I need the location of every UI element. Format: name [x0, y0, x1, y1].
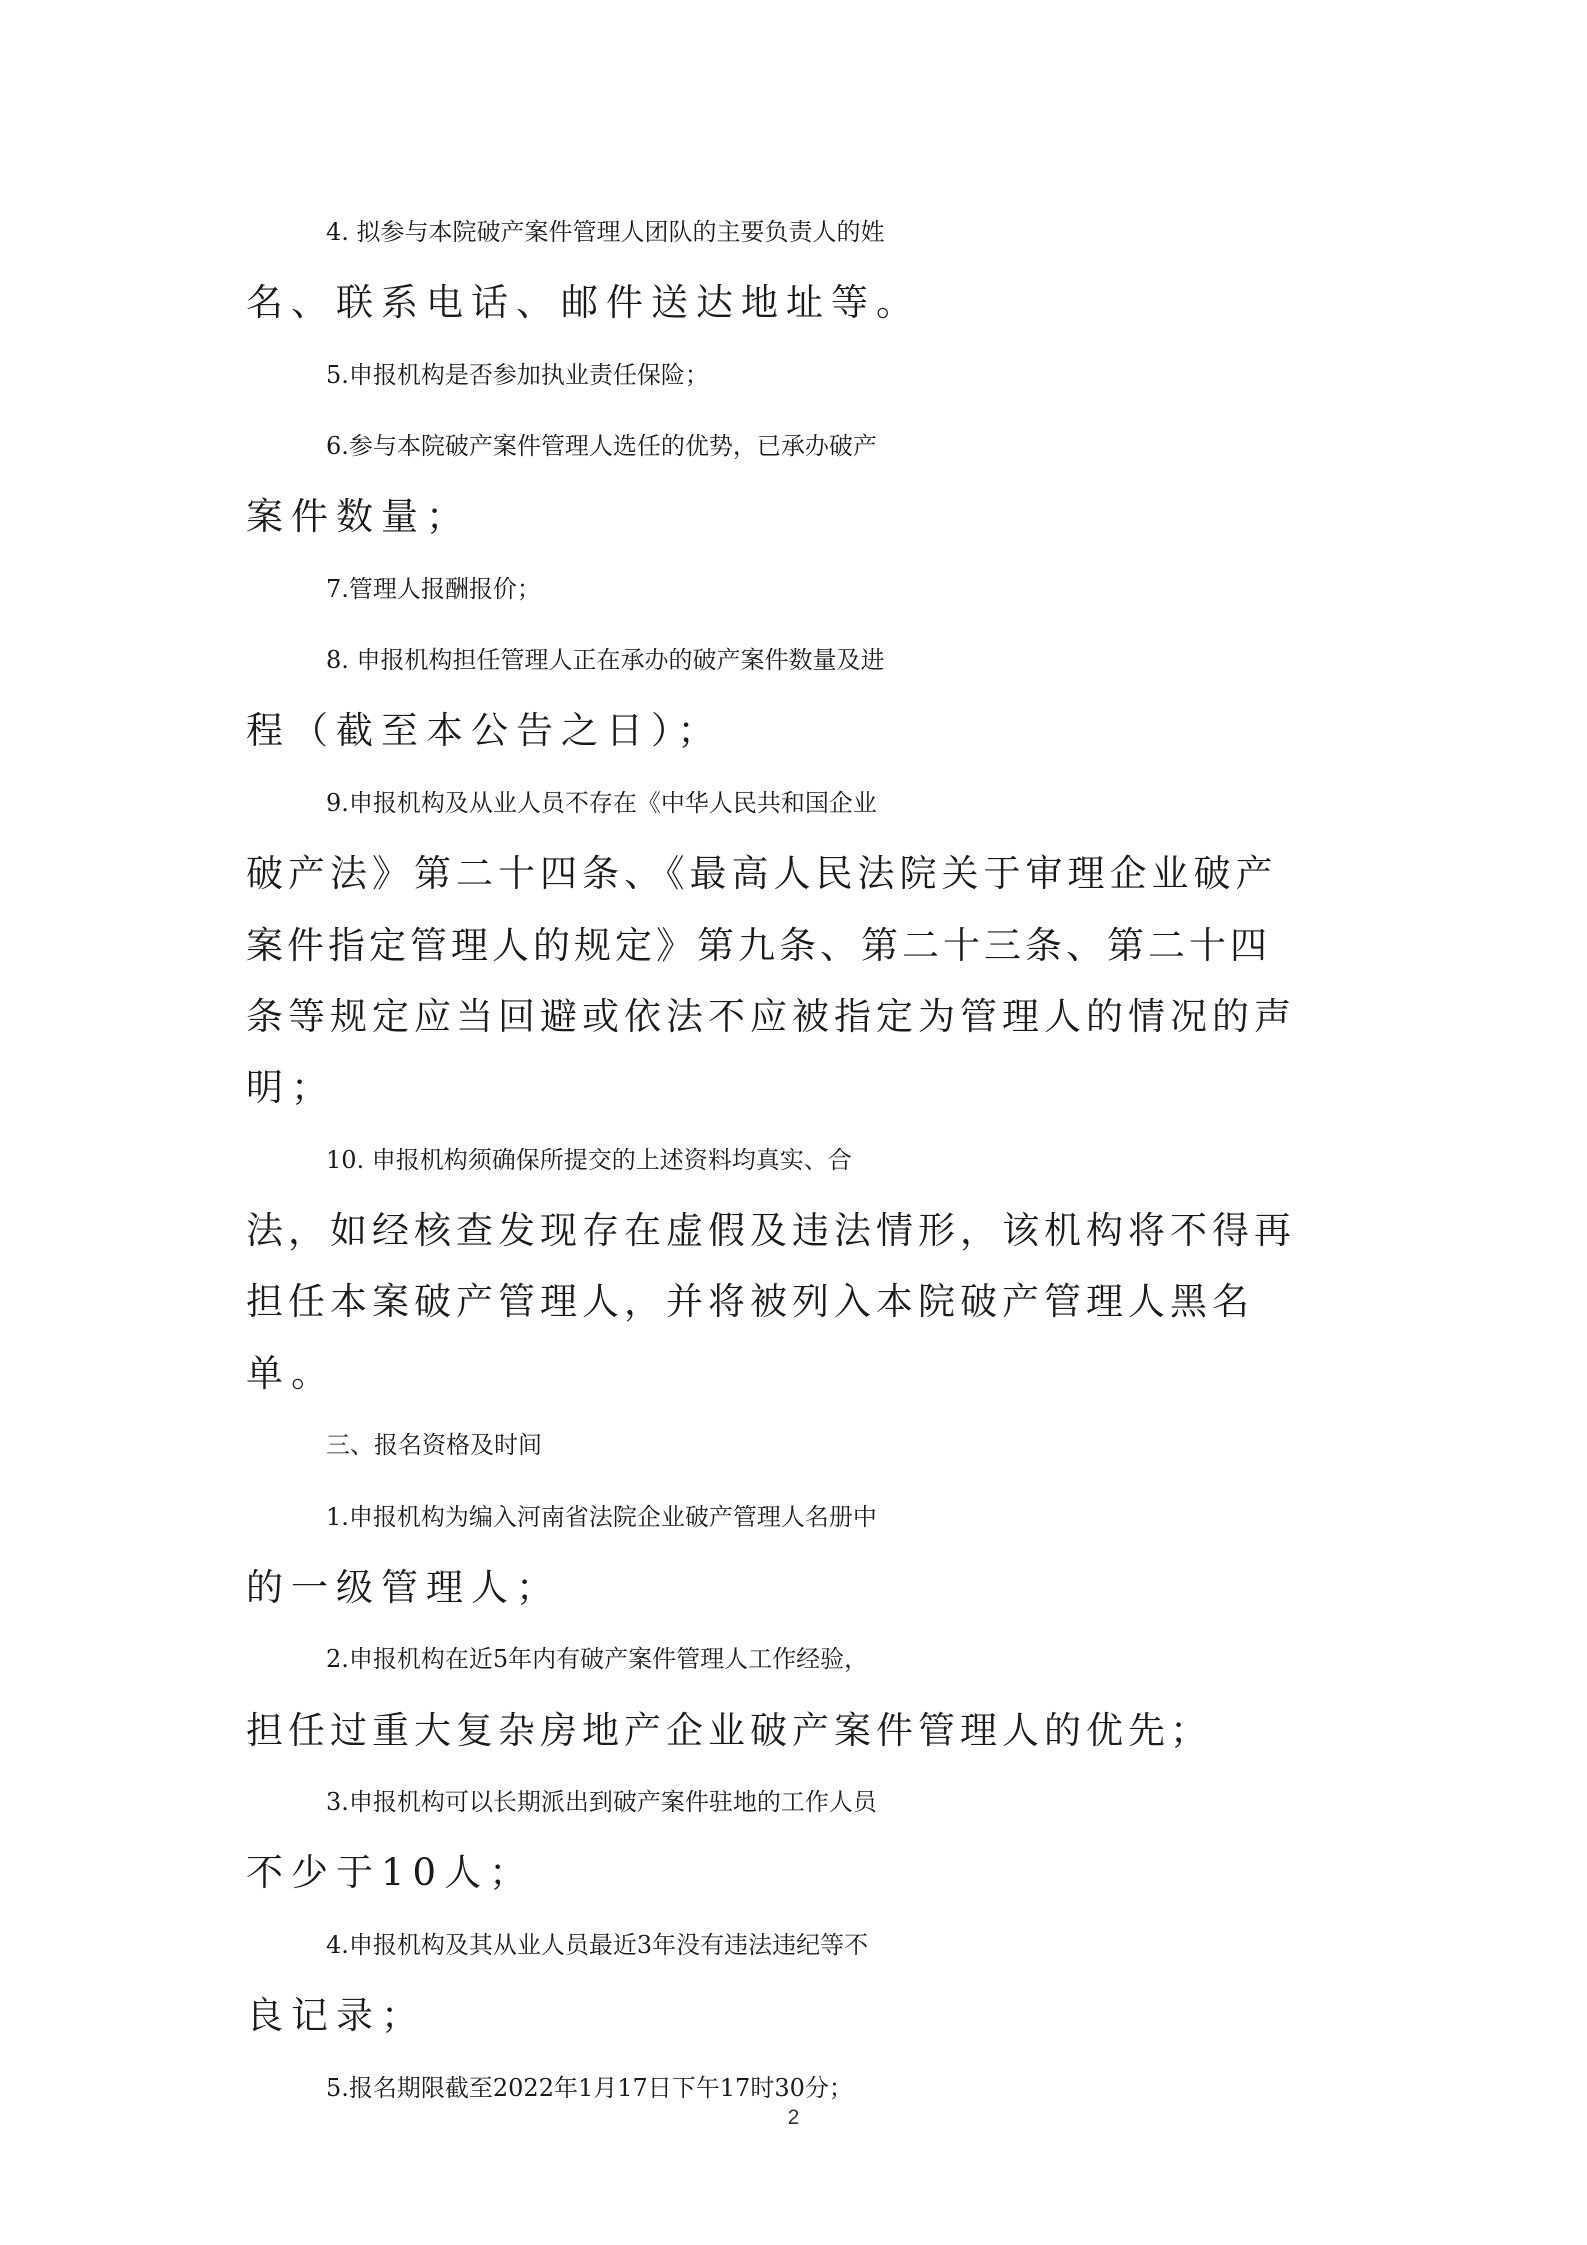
paragraph-line: 明；	[246, 1066, 336, 1109]
paragraph-line: 10. 申报机构须确保所提交的上述资料均真实、合	[326, 1146, 852, 1174]
paragraph-line: 担任过重大复杂房地产企业破产案件管理人的优先；	[246, 1709, 1212, 1752]
paragraph-line: 不少于10人；	[246, 1851, 535, 1894]
paragraph-line: 5.报名期限截至2022年1月17日下午17时30分；	[326, 2074, 853, 2102]
paragraph-line: 7.管理人报酬报价；	[326, 575, 541, 603]
paragraph-line: 案件数量；	[246, 495, 471, 538]
page-number: 2	[787, 2106, 800, 2129]
paragraph-line: 8. 申报机构担任管理人正在承办的破产案件数量及进	[326, 646, 885, 674]
paragraph-line: 案件指定管理人的规定》第九条、第二十三条、第二十四	[246, 924, 1271, 967]
paragraph-line: 法，如经核查发现存在虚假及违法情形，该机构将不得再	[246, 1209, 1296, 1252]
paragraph-line: 6.参与本院破产案件管理人选任的优势，已承办破产	[326, 432, 877, 460]
paragraph-line: 3.申报机构可以长期派出到破产案件驻地的工作人员	[326, 1788, 877, 1816]
paragraph-line: 单。	[246, 1352, 336, 1395]
paragraph-line: 1.申报机构为编入河南省法院企业破产管理人名册中	[326, 1503, 877, 1531]
paragraph-line: 9.申报机构及从业人员不存在《中华人民共和国企业	[326, 789, 877, 817]
paragraph-line: 良记录；	[246, 1994, 426, 2037]
paragraph-line: 4.申报机构及其从业人员最近3年没有违法违纪等不	[326, 1931, 869, 1959]
section-heading: 三、报名资格及时间	[326, 1431, 542, 1459]
paragraph-line: 4. 拟参与本院破产案件管理人团队的主要负责人的姓	[326, 218, 885, 246]
paragraph-line: 5.申报机构是否参加执业责任保险；	[326, 361, 709, 389]
paragraph-line: 程（截至本公告之日）；	[246, 709, 723, 752]
paragraph-line: 名、联系电话、邮件送达地址等。	[246, 281, 921, 324]
paragraph-line: 破产法》第二十四条、《最高人民法院关于审理企业破产	[246, 852, 1278, 895]
paragraph-line: 2.申报机构在近5年内有破产案件管理人工作经验，	[326, 1645, 869, 1673]
paragraph-line: 条等规定应当回避或依法不应被指定为管理人的情况的声	[246, 995, 1296, 1038]
paragraph-line: 担任本案破产管理人，并将被列入本院破产管理人黑名	[246, 1280, 1254, 1323]
paragraph-line: 的一级管理人；	[246, 1566, 561, 1609]
